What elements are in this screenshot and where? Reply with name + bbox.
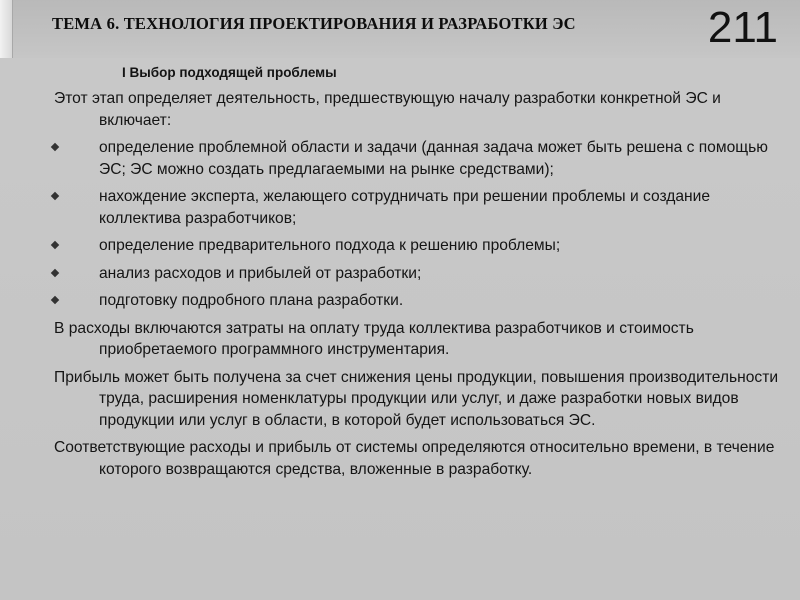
costs-paragraph: В расходы включаются затраты на оплату труда коллектива разработчиков и стоимость приобретаемого программного инструментария. bbox=[54, 319, 694, 358]
slide-content bbox=[54, 88, 792, 486]
diamond-bullet-icon bbox=[51, 296, 59, 304]
diamond-bullet-icon bbox=[51, 268, 59, 276]
decorative-side-strip bbox=[0, 0, 13, 58]
diamond-bullet-icon bbox=[51, 192, 59, 200]
bullet-item bbox=[54, 263, 792, 285]
profit-paragraph: Прибыль может быть получена за счет снижения цены продукции, повышения производительности труда, расширения номенклатуры продукции или услуг, и даже разработки новых видов продукции или услуг в области, в которой будет использоваться ЭС. bbox=[54, 368, 779, 429]
section-heading: I Выбор подходящей проблемы bbox=[122, 65, 337, 80]
intro-paragraph: Этот этап определяет деятельность, предшествующую началу разработки конкретной ЭС и включает: bbox=[54, 90, 721, 129]
diamond-bullet-icon bbox=[51, 241, 59, 249]
bullet-text: анализ расходов и прибылей от разработки; bbox=[99, 264, 422, 282]
bullet-text: определение проблемной области и задачи (данная задача может быть решена с помощью ЭС; ЭС можно создать предлагаемыми на рынке средствами); bbox=[99, 139, 768, 178]
bullet-item bbox=[54, 290, 792, 312]
bullet-item bbox=[54, 137, 792, 180]
payback-paragraph: Соответствующие расходы и прибыль от системы определяются относительно времени, в течение которого возвращаются средства, вложенные в разработку. bbox=[54, 439, 775, 478]
bullet-text: подготовку подробного плана разработки. bbox=[99, 292, 404, 309]
bullet-text: нахождение эксперта, желающего сотрудничать при решении проблемы и создание коллектива разработчиков; bbox=[99, 188, 711, 227]
bullet-item bbox=[54, 186, 792, 229]
slide-title: ТЕМА 6. ТЕХНОЛОГИЯ ПРОЕКТИРОВАНИЯ И РАЗРАБОТКИ ЭС bbox=[52, 14, 576, 33]
slide-number: 211 bbox=[707, 3, 778, 52]
bullet-text: определение предварительного подхода к решению проблемы; bbox=[99, 237, 561, 254]
bullet-item bbox=[54, 235, 792, 257]
diamond-bullet-icon bbox=[51, 143, 59, 151]
